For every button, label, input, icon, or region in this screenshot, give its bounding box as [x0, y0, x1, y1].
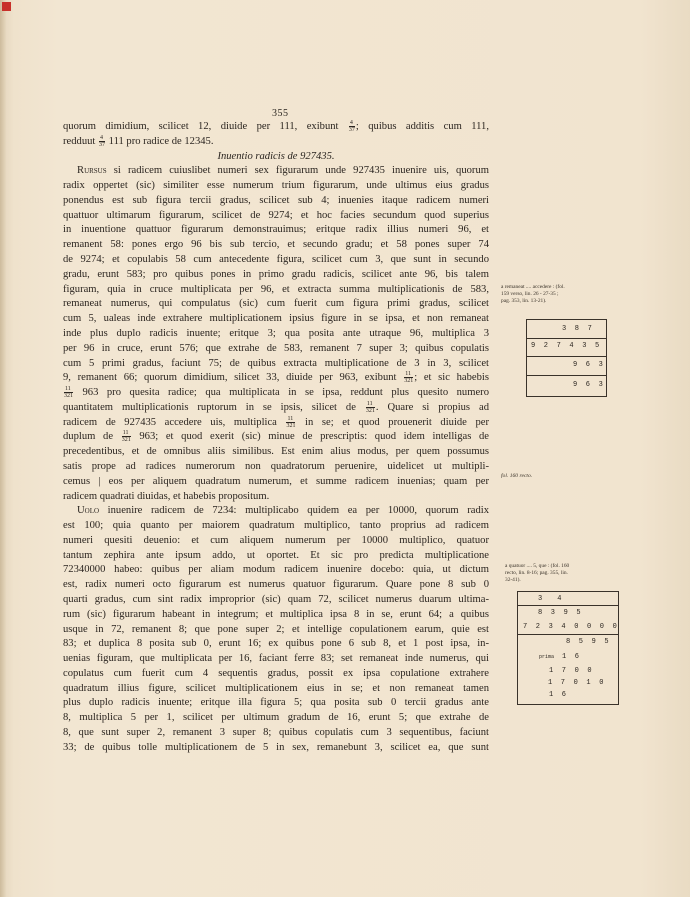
text-line — [63, 519, 489, 534]
text-span: est 100; quia quanto per maiorem quadratum multiplico, tanto proprius ad radicem — [63, 520, 489, 532]
margin-note-line: 159 verso, lin. 26 - 27-35 ; — [501, 291, 559, 297]
margin-note-1 — [501, 284, 613, 305]
text-span: plus duplo radicis inuente; eritque illa figura 5; qua posita sub 0 tercii gradus ante — [63, 697, 489, 709]
text-span: ponendus est sub figura tercii gradus, scilicet sub 4; inuenies itaque radicem numeri — [63, 194, 489, 206]
text-line — [63, 371, 489, 386]
text-span: inuenire radicem de 7234: multiplicabo quidem ea per 10000, quorum radix — [99, 505, 489, 517]
margin-note-line: recto, lin. 8-16; pag. 355, lin. — [505, 570, 568, 576]
margin-note-line: a quatuor .... 5, que : (fol. 160 — [505, 563, 570, 569]
box2-row: 8 3 9 5 — [538, 609, 583, 617]
text-line — [63, 342, 489, 357]
text-line — [63, 652, 489, 667]
fraction-numerator: 11 — [404, 371, 413, 378]
fraction — [404, 371, 413, 384]
text-line — [63, 534, 489, 549]
fraction-numerator: 11 — [122, 430, 131, 437]
page-number: 355 — [272, 108, 289, 119]
text-line — [63, 312, 489, 327]
text-line — [63, 682, 489, 697]
page-edge — [0, 0, 6, 897]
text-line — [63, 416, 489, 431]
fraction-numerator: 11 — [286, 416, 295, 423]
fraction — [366, 401, 375, 414]
text-span: radix oppertet (sic) similiter esse numerum trium figurarum, unde ultimus eius gradus — [63, 180, 489, 192]
text-line — [63, 726, 489, 741]
fraction-numerator: 11 — [64, 386, 73, 393]
text-span: inde plus duplo radicis inuente; eritque 3; qua posita ante utraque 96, multiplica 3 — [63, 327, 489, 339]
fraction — [122, 430, 131, 443]
box2-row: 1 7 0 1 0 — [548, 679, 606, 687]
box2-row: 1 6 — [549, 691, 569, 699]
text-span: satis prope ad radices numerorum non quadratorum peruenire, uidelicet ut multipli- — [63, 460, 489, 472]
text-span: remaneat numerus, qui compulatus (sic) cum fuerit cum figura primi gradus, scilicet — [63, 298, 489, 310]
text-line — [63, 430, 489, 445]
text-line — [63, 223, 489, 238]
text-span: cum 5, ualeas inde extrahere multiplicationem ipsius figure in se ipsa, et non remaneat — [63, 313, 489, 325]
text-span: duplum de — [63, 431, 121, 443]
text-span: 9, remanent 66; quorum dimidium, silicet 33, diuide per 963, exibunt — [63, 372, 404, 384]
root-computation-box-1 — [526, 319, 607, 397]
text-line — [63, 357, 489, 372]
margin-note-2 — [505, 563, 617, 584]
box1-row: 9 6 3 — [573, 361, 606, 369]
box2-rule — [518, 605, 618, 606]
text-span: 33; de quibus tolle multiplicationem de 5 in sex, remanebunt 3, scilicet ea, que sunt — [63, 741, 489, 753]
fraction-numerator: 11 — [366, 401, 375, 408]
text-span: si radicem cuiuslibet numeri sex figurarum unde 927435 inuenire uis, quorum — [106, 165, 489, 177]
text-line — [63, 608, 489, 623]
text-span: tantum zephira ante ipsum addo, ut oportet. Et sic pro predicta multiplicatione — [63, 549, 489, 561]
text-span: in se; et quod prouenerit diuide per — [296, 416, 490, 428]
text-line — [63, 179, 489, 194]
section-heading: Inuentio radicis de 927435. — [217, 150, 335, 162]
text-span: est, radix numeri octo figurarum est numerus quatuor figurarum. Quare pone 8 sub 0 — [63, 579, 489, 591]
text-span: 83; et duplica 8 posita sub 0, erunt 16; ex quibus pone 6 sub 8, et 1 post ipsa, in- — [63, 638, 489, 650]
text-line — [63, 209, 489, 224]
main-text — [63, 120, 489, 756]
text-span: cum 5 primi gradus, faciunt 75; de quibus extracta multiplicatione de 3 in 3, scilicet — [63, 357, 489, 369]
text-line — [63, 283, 489, 298]
text-line — [63, 504, 489, 519]
fraction-denominator: 321 — [286, 422, 296, 429]
text-line — [63, 327, 489, 342]
box1-row: 9 2 7 4 3 5 — [531, 342, 602, 350]
text-span: quantitatem multiplicationis ruptorum in se ipsis, silicet de — [63, 401, 365, 413]
text-line — [63, 253, 489, 268]
margin-note-line: a remaneat .... accedere : (fol. — [501, 284, 565, 290]
fraction-denominator: 321 — [121, 437, 131, 444]
fraction-denominator: 321 — [64, 393, 73, 400]
text-span: radicem de 927435 accedere uis, multiplica — [63, 416, 286, 428]
box1-rule — [527, 375, 606, 376]
box2-label: prima — [539, 654, 555, 660]
fraction — [349, 120, 355, 133]
text-span: 8, que sunt super 2, remanent 3 super 8; quibus copulatis cum 3 sequentibus, faciunt — [63, 727, 489, 739]
text-line — [63, 711, 489, 726]
box2-row: 8 5 9 5 — [566, 638, 611, 646]
text-span: gradu, erunt 583; pro quibus pones in primo gradu radicis, scilicet ante 96, bis talem — [63, 268, 489, 280]
text-line — [63, 593, 489, 608]
text-line — [63, 460, 489, 475]
text-span: in inuentione quattuor figurarum demonstrauimus; eritque radix illius numeri 96, et — [63, 224, 489, 236]
box1-rule — [527, 338, 606, 339]
fraction-denominator: 37 — [99, 141, 106, 148]
text-line — [63, 696, 489, 711]
text-span: ; et sic habebis — [414, 372, 489, 384]
text-span: figuram, quia in cruce multiplicata per 96, et extracta summa multiplicationis de 583, — [63, 283, 489, 295]
text-span: cemus | eos per aliquem quadratum numerum, et summe radicem inuenias; quam per — [63, 475, 489, 487]
text-span: copulatus cum fuerit cum 4 sequentis gradus, possit ex ipsa copulatione extrahere — [63, 667, 489, 679]
text-line — [63, 637, 489, 652]
box2-row: 3 4 — [538, 595, 564, 603]
text-line — [63, 120, 489, 135]
fraction-numerator: 4 — [100, 134, 104, 141]
text-line — [63, 578, 489, 593]
text-span: quorum dimidium, scilicet 12, diuide per 111, exibunt — [63, 121, 348, 132]
root-computation-box-2 — [517, 591, 619, 705]
box2-row: 7 2 3 4 0 0 0 0 — [523, 623, 620, 631]
box2-row: 1 6 — [562, 653, 582, 661]
text-line — [63, 741, 489, 756]
margin-note-line: 32-41). — [505, 577, 521, 583]
text-span: redduut — [63, 135, 99, 147]
box1-row: 3 8 7 — [562, 325, 595, 333]
text-line — [63, 268, 489, 283]
text-line — [63, 401, 489, 416]
text-span: quattuor ultimarum figurarum, scilicet de 9274; et hoc facies secundum quod superius — [63, 209, 489, 221]
text-span: precedentibus, et de omnibus aliis similibus. Est enim alius modus, per quem possumus — [63, 446, 489, 458]
margin-note-line: pag. 353, lin. 13-21). — [501, 298, 547, 304]
text-line — [63, 238, 489, 253]
text-line — [63, 490, 489, 505]
box2-rule — [518, 634, 618, 635]
fraction — [286, 416, 295, 429]
text-line — [63, 164, 489, 179]
box2-row: 1 7 0 0 — [549, 667, 594, 675]
red-corner-marker — [2, 2, 11, 11]
text-span: 8, multiplica 5 per 1, scilicet per ultimum gradum de 16, erunt 5; que extrahe de — [63, 712, 489, 724]
text-span: numeri quesiti deuenio: et cum aliquem numerum per 10000 multiplico, quatuor — [63, 534, 489, 546]
text-line — [63, 135, 489, 150]
text-line — [63, 549, 489, 564]
text-span: ; quibus additis cum 111, — [355, 121, 489, 132]
text-span: rum (sic) figurarum habeant in integrum; et multiplica ipsa 8 in se, erunt 64; a quibus — [63, 608, 489, 620]
text-span: usque in 72, remanent 8; que pone super 2; et intellige copulationem earum, quie est — [63, 623, 489, 635]
text-span: remanent 58: pones ergo 96 bis sub tercio, et secundo gradu; et 58 pones super 74 — [63, 239, 489, 251]
fraction-denominator: 321 — [365, 407, 375, 414]
text-line — [63, 297, 489, 312]
text-line — [63, 475, 489, 490]
folio-reference: fol. 160 recto. — [501, 473, 533, 479]
fraction-numerator: 4 — [349, 120, 353, 127]
small-caps-word: Rursus — [77, 165, 107, 177]
box1-row: 9 6 3 — [573, 381, 606, 389]
text-line — [63, 386, 489, 401]
text-span: 963; et quod exerit (sic) minue de prescriptis: quod idem intelligas de — [131, 431, 489, 443]
fraction — [99, 135, 105, 148]
text-span: per 96 in cruce, erunt 576; que extrahe de 583, remanent 7 super 3; quibus copulatis — [63, 342, 489, 354]
text-span: quarti gradus, cum sint radix improprior (sic) quam 72, scilicet numerus duarum ultima- — [63, 594, 489, 605]
fraction-denominator: 321 — [404, 378, 414, 385]
text-span: . Quare si propius ad — [375, 401, 489, 413]
text-line — [63, 194, 489, 209]
fraction-denominator: 37 — [348, 127, 355, 134]
text-span: de 9274; et copulabis 58 cum antecedente figura, scilicet cum 3, que sunt in secundo — [63, 254, 489, 266]
small-caps-word: Uolo — [77, 505, 100, 517]
text-span: radicem quadrati diuidas, et habebis propositum. — [63, 490, 270, 502]
text-span: 963 pro quesita radice; qua multiplicata in se ipsa, reddunt plus quesito numero — [74, 387, 489, 399]
text-line — [63, 563, 489, 578]
text-span: uenias figuram, que multiplicata per 16, faciant ferre 83; set remaneat inde numerus, qui — [63, 653, 489, 665]
text-span: 111 pro radice de 12345. — [106, 135, 214, 147]
text-span: 72340000 habeo: quibus per aliam modum radicem inuenire docebo: quia, ut dictum — [63, 564, 489, 576]
fraction — [64, 386, 73, 399]
box1-rule — [527, 356, 606, 357]
text-line — [63, 445, 489, 460]
text-line — [63, 667, 489, 682]
text-line — [63, 623, 489, 638]
text-span: quadratum illius figure, scilicet multiplicationem eius in se; et non remaneat tamen — [63, 682, 489, 694]
